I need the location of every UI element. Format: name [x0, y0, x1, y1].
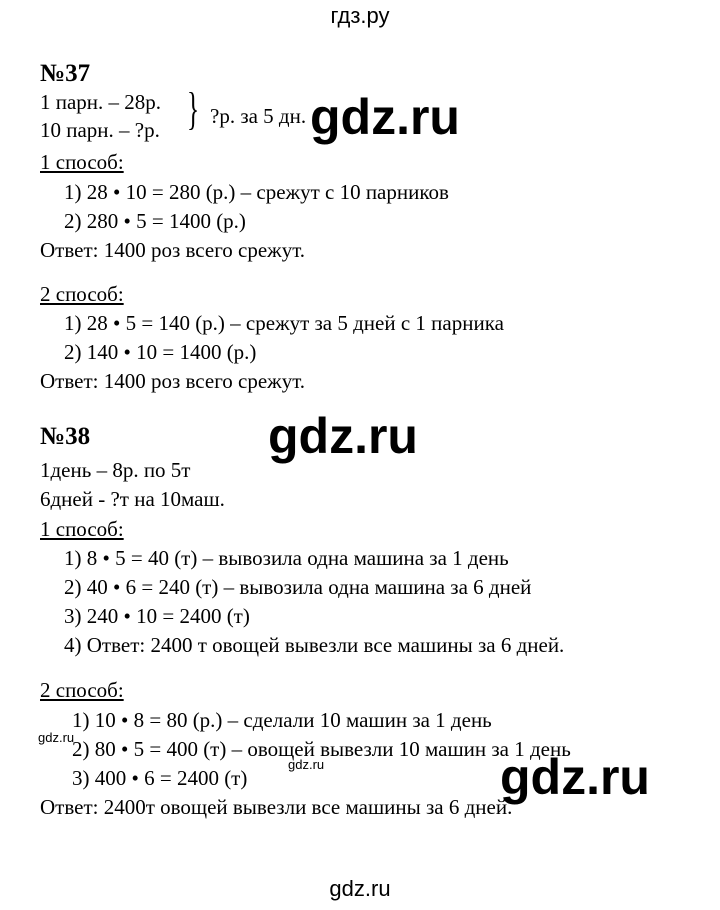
watermark-large: gdz.ru: [500, 749, 650, 805]
task-38-method-1-step-2: 2) 40 • 6 = 240 (т) – вывозила одна машина за 6 дней: [64, 575, 532, 599]
watermark-small: gdz.ru: [288, 757, 325, 772]
task-37-method-1-answer: Ответ: 1400 роз всего срежут.: [40, 238, 306, 262]
site-footer-label: gdz.ru: [329, 876, 391, 901]
task-37-given-2: 10 парн. – ?р.: [40, 118, 160, 142]
task-38-method-2-answer: Ответ: 2400т овощей вывезли все машины за 6 дней.: [40, 795, 513, 819]
task-37-method-2-title: 2 способ:: [40, 282, 124, 306]
task-37-method-1-title: 1 способ:: [40, 150, 124, 174]
watermark-large: gdz.ru: [310, 89, 460, 145]
task-37-method-2-step-1: 1) 28 • 5 = 140 (р.) – срежут за 5 дней с 1 парника: [64, 311, 504, 335]
task-38-method-1-title: 1 способ:: [40, 517, 124, 541]
task-38-given-1: 1день – 8р. по 5т: [40, 458, 191, 482]
task-38-method-1-step-3: 3) 240 • 10 = 2400 (т): [64, 604, 250, 628]
task-38-given-2: 6дней - ?т на 10маш.: [40, 487, 225, 511]
task-38-number: №38: [40, 423, 91, 450]
task-37-method-2-answer: Ответ: 1400 роз всего срежут.: [40, 369, 306, 393]
task-37-method-1-step-1: 1) 28 • 10 = 280 (р.) – срежут с 10 парников: [64, 180, 449, 204]
site-header-label: гдз.ру: [330, 3, 390, 28]
task-37-question: ?р. за 5 дн.: [210, 104, 307, 128]
task-38-method-2-step-2: 2) 80 • 5 = 400 (т) – овощей вывезли 10 машин за 1 день: [72, 737, 571, 761]
curly-brace-icon: }: [187, 83, 200, 134]
watermark-large: gdz.ru: [268, 408, 418, 464]
task-37-given-1: 1 парн. – 28р.: [40, 90, 162, 114]
task-38-method-2-step-1: 1) 10 • 8 = 80 (р.) – сделали 10 машин за 1 день: [72, 708, 492, 732]
task-38-method-1-step-1: 1) 8 • 5 = 40 (т) – вывозила одна машина за 1 день: [64, 546, 509, 570]
task-37-method-2-step-2: 2) 140 • 10 = 1400 (р.): [64, 340, 257, 364]
task-37-number: №37: [40, 60, 91, 87]
task-38-method-1-step-4: 4) Ответ: 2400 т овощей вывезли все машины за 6 дней.: [64, 633, 565, 657]
task-38-method-2-step-3: 3) 400 • 6 = 2400 (т): [72, 766, 248, 790]
task-38-method-2-title: 2 способ:: [40, 678, 124, 702]
watermark-small: gdz.ru: [38, 730, 75, 745]
task-37-method-1-step-2: 2) 280 • 5 = 1400 (р.): [64, 209, 246, 233]
